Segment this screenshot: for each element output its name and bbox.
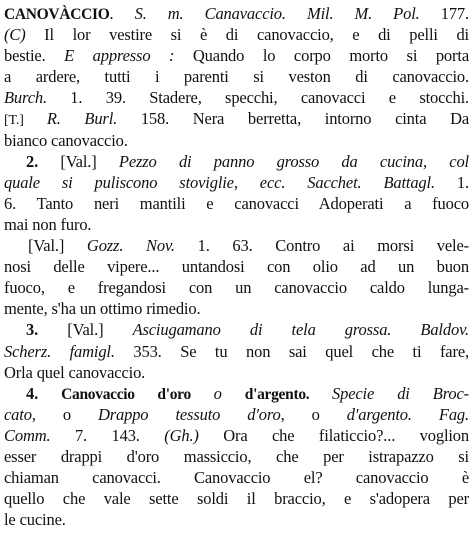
italic-text: Drappo tessuto d'oro: [97, 404, 281, 424]
entry-line: [4, 214, 469, 235]
italic-text: Gozz. Nov.: [86, 236, 175, 256]
entry-text: [Val.]: [67, 320, 133, 340]
entry-text: 353. Se tu non sai quel che ti fare,: [114, 341, 469, 361]
entry-line: [4, 488, 469, 509]
entry-line: [4, 383, 469, 404]
entry-line: [4, 172, 469, 193]
italic-text: o: [213, 383, 245, 403]
entry-line: [4, 362, 469, 383]
italic-text: Specie di Broc-: [332, 383, 469, 403]
entry-line: [4, 3, 469, 24]
entry-text: 3.: [26, 320, 68, 340]
entry-line: [4, 193, 469, 214]
entry-line: [4, 277, 469, 298]
italic-text: Pezzo di panno grosso da cucina, col: [118, 151, 469, 171]
entry-line: [4, 66, 469, 87]
entry-text: 6. Tanto neri mantili e canovacci Adoperati a fuoco: [4, 193, 469, 213]
entry-line: [4, 446, 469, 467]
entry-line: [4, 151, 469, 172]
entry-text: 4.: [26, 383, 62, 403]
entry-line: [4, 341, 469, 362]
entry-text: 2.: [26, 151, 61, 171]
entry-text: fuoco, e fregandosi con un canovaccio caldo lunga-: [4, 278, 469, 298]
italic-text: S. m. Canavaccio. Mil. M. Pol.: [134, 4, 420, 23]
entry-line: [4, 298, 469, 319]
entry-text: 177.: [419, 4, 469, 23]
entry-text: mente, s'ha un ottimo rimedio.: [4, 299, 201, 319]
entry-line: [4, 256, 469, 277]
entry-line: [4, 404, 469, 425]
italic-text: Burch.: [4, 88, 47, 108]
italic-text: Asciugamano di tela grossa. Baldov.: [132, 320, 469, 340]
entry-text: esser drappi d'oro massiccio, che per istrapazzo si: [4, 446, 469, 466]
entry-line: [4, 319, 469, 340]
italic-text: cato: [4, 404, 32, 424]
entry-line: [4, 509, 469, 530]
italic-text: Scherz. famigl.: [4, 341, 115, 361]
headword: Canovaccio d'oro: [61, 385, 214, 403]
entry-text: Il lor vestire si è di canovaccio, e di pelli di: [25, 25, 469, 45]
entry-text: 158. Nera berretta, intorno cinta Da: [117, 109, 469, 129]
entry-text: le cucine.: [4, 510, 66, 530]
entry-line: [4, 87, 469, 108]
entry-line: [4, 130, 469, 151]
italic-text: quale si puliscono stoviglie, ecc. Sacchet. Battagl.: [4, 172, 435, 192]
entry-text: Quando lo corpo morto si porta: [174, 46, 469, 66]
entry-line: [4, 108, 469, 129]
entry-text: , o: [31, 404, 98, 424]
entry-text: .: [109, 4, 135, 23]
italic-text: (C): [4, 25, 26, 45]
entry-line: [4, 467, 469, 488]
italic-text: E appresso :: [64, 46, 175, 66]
italic-text: R. Burl.: [46, 109, 118, 129]
entry-text: a ardere, tutti i parenti si veston di canovaccio.: [4, 67, 469, 87]
entry-text: 7. 143.: [50, 425, 165, 445]
entry-text: mai non furo.: [4, 214, 92, 234]
headword: CANOVÀCCIO: [4, 6, 110, 23]
entry-text: nosi delle vipere... untandosi con olio ad un buon: [4, 257, 469, 277]
entry-text: Ora che filaticcio?... voglion: [198, 425, 469, 445]
entry-line: [4, 235, 469, 256]
dictionary-entry-canovaccio: [4, 3, 469, 530]
entry-text: Orla quel canovaccio.: [4, 362, 146, 382]
entry-text: , o: [280, 404, 347, 424]
entry-text: bestie.: [4, 46, 65, 66]
italic-text: (Gh.): [164, 425, 199, 445]
entry-text: 1. 39. Stadere, specchi, canovacci e stocchi.: [46, 88, 469, 108]
entry-text: [T.]: [4, 113, 47, 129]
entry-text: 1. 63. Contro ai morsi vele-: [174, 236, 469, 256]
italic-text: d'argento. Fag.: [346, 404, 469, 424]
entry-line: [4, 45, 469, 66]
entry-line: [4, 425, 469, 446]
headword: d'argento.: [244, 385, 332, 403]
entry-text: quello che vale sette soldi il braccio, e s'adopera per: [4, 489, 469, 509]
entry-text: [Val.]: [28, 236, 87, 256]
dictionary-entry-page: [4, 3, 469, 539]
entry-line: [4, 24, 469, 45]
entry-text: bianco canovaccio.: [4, 130, 128, 150]
entry-text: [Val.]: [60, 151, 119, 171]
entry-text: 1.: [434, 172, 469, 192]
entry-text: chiaman canovacci. Canovaccio el? canovaccio è: [4, 468, 469, 488]
italic-text: Comm.: [4, 425, 51, 445]
